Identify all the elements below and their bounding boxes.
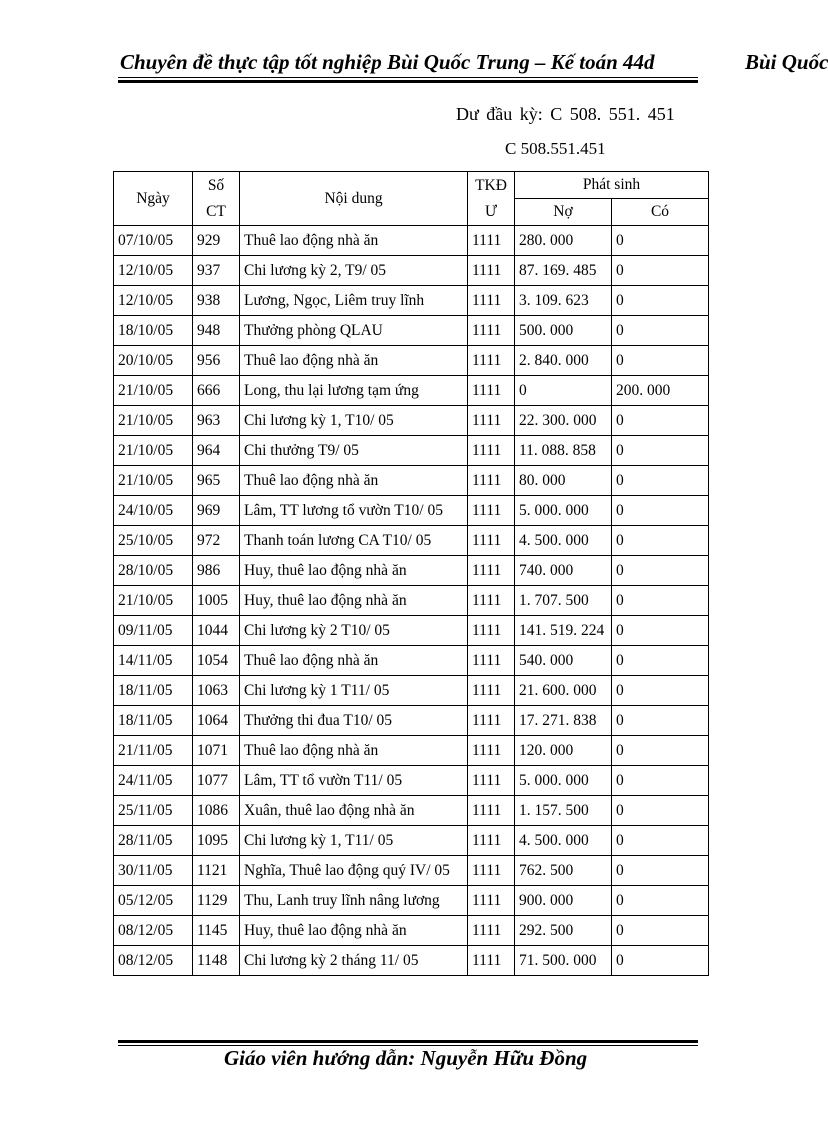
table-row	[114, 496, 709, 526]
cell-debit: 5. 000. 000	[515, 496, 612, 526]
cell-content: Thưởng phòng QLAU	[240, 316, 468, 346]
cell-credit: 0	[612, 826, 709, 856]
cell-content: Thuê lao động nhà ăn	[240, 346, 468, 376]
cell-date: 18/10/05	[114, 316, 193, 346]
cell-date: 08/12/05	[114, 946, 193, 976]
cell-doc-no: 1063	[193, 676, 240, 706]
cell-credit: 0	[612, 766, 709, 796]
cell-doc-no: 938	[193, 286, 240, 316]
cell-debit: 120. 000	[515, 736, 612, 766]
cell-debit: 87. 169. 485	[515, 256, 612, 286]
cell-content: Thanh toán lương CA T10/ 05	[240, 526, 468, 556]
cell-account: 1111	[468, 766, 515, 796]
cell-content: Huy, thuê lao động nhà ăn	[240, 556, 468, 586]
cell-date: 30/11/05	[114, 856, 193, 886]
cell-debit: 141. 519. 224	[515, 616, 612, 646]
cell-content: Lâm, TT lương tổ vườn T10/ 05	[240, 496, 468, 526]
cell-account: 1111	[468, 646, 515, 676]
cell-doc-no: 1064	[193, 706, 240, 736]
cell-credit: 0	[612, 616, 709, 646]
table-row	[114, 616, 709, 646]
opening-balance-value: C 508.551.451	[505, 139, 606, 158]
col-header-account-text: TKĐ Ư	[475, 176, 507, 220]
cell-doc-no: 1145	[193, 916, 240, 946]
cell-doc-no: 929	[193, 226, 240, 256]
cell-date: 28/10/05	[114, 556, 193, 586]
cell-date: 21/10/05	[114, 436, 193, 466]
cell-date: 08/12/05	[114, 916, 193, 946]
cell-date: 25/10/05	[114, 526, 193, 556]
cell-doc-no: 1071	[193, 736, 240, 766]
col-header-doc-no-text: Số CT	[206, 176, 226, 220]
cell-doc-no: 1005	[193, 586, 240, 616]
cell-doc-no: 964	[193, 436, 240, 466]
table-row	[114, 346, 709, 376]
table-row	[114, 886, 709, 916]
col-header-date: Ngày	[114, 172, 193, 226]
table-row	[114, 586, 709, 616]
cell-account: 1111	[468, 826, 515, 856]
cell-date: 12/10/05	[114, 256, 193, 286]
cell-account: 1111	[468, 856, 515, 886]
cell-account: 1111	[468, 466, 515, 496]
table-row	[114, 556, 709, 586]
cell-debit: 80. 000	[515, 466, 612, 496]
cell-date: 14/11/05	[114, 646, 193, 676]
cell-date: 25/11/05	[114, 796, 193, 826]
cell-content: Lương, Ngọc, Liêm truy lĩnh	[240, 286, 468, 316]
cell-doc-no: 1044	[193, 616, 240, 646]
table-row	[114, 466, 709, 496]
cell-content: Thuê lao động nhà ăn	[240, 466, 468, 496]
cell-debit: 3. 109. 623	[515, 286, 612, 316]
cell-debit: 2. 840. 000	[515, 346, 612, 376]
cell-doc-no: 937	[193, 256, 240, 286]
table-row	[114, 676, 709, 706]
cell-credit: 0	[612, 466, 709, 496]
table-row	[114, 406, 709, 436]
header-name-cut: Bùi Quốc	[745, 50, 828, 74]
page-header	[120, 50, 828, 80]
cell-credit: 0	[612, 256, 709, 286]
cell-credit: 0	[612, 946, 709, 976]
cell-credit: 0	[612, 736, 709, 766]
table-row	[114, 826, 709, 856]
cell-account: 1111	[468, 496, 515, 526]
cell-debit: 740. 000	[515, 556, 612, 586]
cell-content: Huy, thuê lao động nhà ăn	[240, 916, 468, 946]
cell-debit: 5. 000. 000	[515, 766, 612, 796]
cell-doc-no: 1129	[193, 886, 240, 916]
col-header-arising: Phát sinh	[515, 172, 709, 199]
cell-doc-no: 666	[193, 376, 240, 406]
cell-debit: 280. 000	[515, 226, 612, 256]
cell-content: Thu, Lanh truy lĩnh nâng lương	[240, 886, 468, 916]
cell-content: Long, thu lại lương tạm ứng	[240, 376, 468, 406]
cell-debit: 900. 000	[515, 886, 612, 916]
cell-credit: 200. 000	[612, 376, 709, 406]
table-row	[114, 316, 709, 346]
cell-content: Chi lương kỳ 2, T9/ 05	[240, 256, 468, 286]
cell-credit: 0	[612, 856, 709, 886]
table-row	[114, 256, 709, 286]
cell-credit: 0	[612, 706, 709, 736]
cell-account: 1111	[468, 256, 515, 286]
cell-doc-no: 956	[193, 346, 240, 376]
cell-date: 21/11/05	[114, 736, 193, 766]
cell-debit: 500. 000	[515, 316, 612, 346]
cell-content: Xuân, thuê lao động nhà ăn	[240, 796, 468, 826]
opening-balance: Dư đầu kỳ: C 508. 551. 451	[456, 104, 675, 124]
table-row	[114, 706, 709, 736]
cell-account: 1111	[468, 916, 515, 946]
cell-date: 09/11/05	[114, 616, 193, 646]
cell-date: 21/10/05	[114, 406, 193, 436]
col-header-account	[468, 172, 515, 226]
cell-credit: 0	[612, 916, 709, 946]
cell-credit: 0	[612, 346, 709, 376]
cell-date: 24/10/05	[114, 496, 193, 526]
ledger-table	[113, 171, 709, 976]
cell-account: 1111	[468, 436, 515, 466]
cell-credit: 0	[612, 796, 709, 826]
cell-debit: 1. 707. 500	[515, 586, 612, 616]
footer-advisor: Giáo viên hướng dẫn: Nguyễn Hữu Đồng	[224, 1046, 588, 1070]
table-row	[114, 646, 709, 676]
header-title: Chuyên đề thực tập tốt nghiệp Bùi Quốc Trung – Kế toán 44d	[120, 50, 655, 74]
cell-doc-no: 1077	[193, 766, 240, 796]
cell-content: Thuê lao động nhà ăn	[240, 736, 468, 766]
cell-account: 1111	[468, 526, 515, 556]
table-row	[114, 376, 709, 406]
cell-date: 05/12/05	[114, 886, 193, 916]
cell-credit: 0	[612, 646, 709, 676]
cell-content: Thuê lao động nhà ăn	[240, 646, 468, 676]
cell-account: 1111	[468, 946, 515, 976]
table-row	[114, 946, 709, 976]
cell-date: 21/10/05	[114, 466, 193, 496]
cell-account: 1111	[468, 706, 515, 736]
cell-doc-no: 963	[193, 406, 240, 436]
col-header-credit: Có	[612, 199, 709, 226]
cell-date: 21/10/05	[114, 586, 193, 616]
table-row	[114, 436, 709, 466]
cell-doc-no: 948	[193, 316, 240, 346]
cell-date: 21/10/05	[114, 376, 193, 406]
cell-date: 07/10/05	[114, 226, 193, 256]
cell-credit: 0	[612, 496, 709, 526]
cell-account: 1111	[468, 226, 515, 256]
cell-debit: 0	[515, 376, 612, 406]
table-row	[114, 286, 709, 316]
cell-credit: 0	[612, 406, 709, 436]
cell-account: 1111	[468, 316, 515, 346]
table-row	[114, 526, 709, 556]
cell-date: 18/11/05	[114, 676, 193, 706]
cell-doc-no: 1148	[193, 946, 240, 976]
cell-doc-no: 1086	[193, 796, 240, 826]
cell-account: 1111	[468, 346, 515, 376]
cell-credit: 0	[612, 676, 709, 706]
table-row	[114, 766, 709, 796]
cell-debit: 540. 000	[515, 646, 612, 676]
cell-account: 1111	[468, 376, 515, 406]
col-header-content: Nội dung	[240, 172, 468, 226]
header-divider	[118, 77, 698, 83]
cell-credit: 0	[612, 436, 709, 466]
cell-date: 20/10/05	[114, 346, 193, 376]
cell-debit: 1. 157. 500	[515, 796, 612, 826]
cell-account: 1111	[468, 736, 515, 766]
table-row	[114, 856, 709, 886]
cell-debit: 11. 088. 858	[515, 436, 612, 466]
cell-content: Chi lương kỳ 1, T11/ 05	[240, 826, 468, 856]
ledger-body	[114, 226, 709, 976]
cell-debit: 4. 500. 000	[515, 526, 612, 556]
table-row	[114, 226, 709, 256]
cell-account: 1111	[468, 676, 515, 706]
cell-doc-no: 986	[193, 556, 240, 586]
cell-credit: 0	[612, 316, 709, 346]
cell-account: 1111	[468, 556, 515, 586]
cell-account: 1111	[468, 406, 515, 436]
cell-account: 1111	[468, 616, 515, 646]
cell-doc-no: 969	[193, 496, 240, 526]
cell-debit: 292. 500	[515, 916, 612, 946]
cell-doc-no: 965	[193, 466, 240, 496]
cell-content: Thưởng thi đua T10/ 05	[240, 706, 468, 736]
cell-content: Chi lương kỳ 1 T11/ 05	[240, 676, 468, 706]
cell-debit: 4. 500. 000	[515, 826, 612, 856]
cell-credit: 0	[612, 556, 709, 586]
cell-account: 1111	[468, 586, 515, 616]
table-row	[114, 796, 709, 826]
cell-debit: 762. 500	[515, 856, 612, 886]
cell-date: 18/11/05	[114, 706, 193, 736]
cell-doc-no: 1121	[193, 856, 240, 886]
cell-debit: 21. 600. 000	[515, 676, 612, 706]
cell-account: 1111	[468, 286, 515, 316]
cell-account: 1111	[468, 796, 515, 826]
cell-debit: 71. 500. 000	[515, 946, 612, 976]
cell-credit: 0	[612, 226, 709, 256]
cell-content: Chi lương kỳ 1, T10/ 05	[240, 406, 468, 436]
table-row	[114, 736, 709, 766]
cell-date: 28/11/05	[114, 826, 193, 856]
cell-debit: 22. 300. 000	[515, 406, 612, 436]
cell-credit: 0	[612, 886, 709, 916]
cell-date: 24/11/05	[114, 766, 193, 796]
col-header-doc-no	[193, 172, 240, 226]
cell-debit: 17. 271. 838	[515, 706, 612, 736]
cell-content: Lâm, TT tổ vườn T11/ 05	[240, 766, 468, 796]
cell-content: Thuê lao động nhà ăn	[240, 226, 468, 256]
cell-account: 1111	[468, 886, 515, 916]
col-header-debit: Nợ	[515, 199, 612, 226]
table-row	[114, 916, 709, 946]
cell-date: 12/10/05	[114, 286, 193, 316]
cell-doc-no: 972	[193, 526, 240, 556]
cell-doc-no: 1054	[193, 646, 240, 676]
cell-doc-no: 1095	[193, 826, 240, 856]
cell-content: Chi lương kỳ 2 T10/ 05	[240, 616, 468, 646]
cell-credit: 0	[612, 286, 709, 316]
cell-content: Chi lương kỳ 2 tháng 11/ 05	[240, 946, 468, 976]
cell-content: Chi thưởng T9/ 05	[240, 436, 468, 466]
cell-content: Huy, thuê lao động nhà ăn	[240, 586, 468, 616]
cell-credit: 0	[612, 586, 709, 616]
cell-content: Nghĩa, Thuê lao động quý IV/ 05	[240, 856, 468, 886]
cell-credit: 0	[612, 526, 709, 556]
